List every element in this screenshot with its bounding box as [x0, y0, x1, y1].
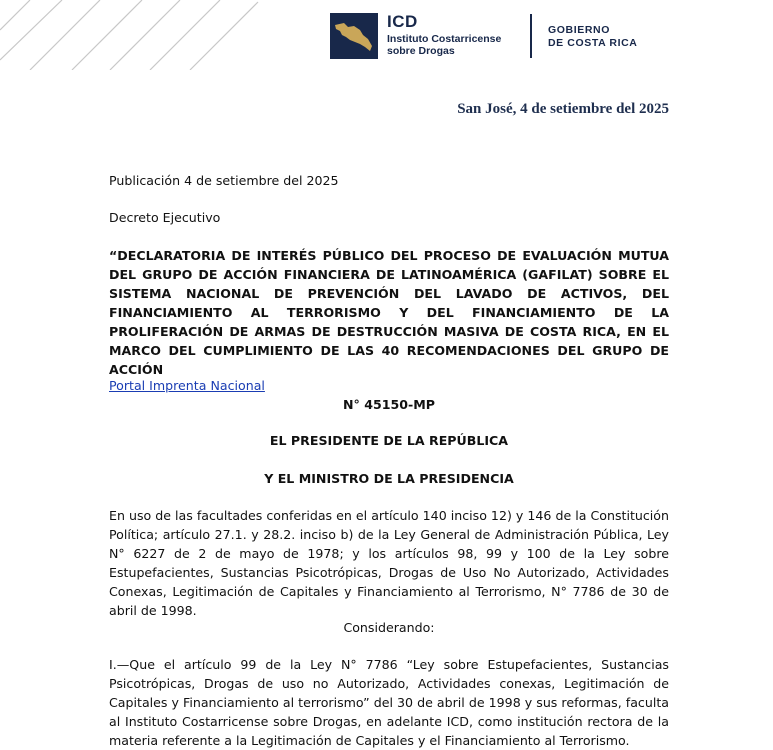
government-label [548, 24, 668, 50]
logo-title: ICD [387, 12, 418, 31]
icd-logo [330, 13, 378, 59]
corner-line-decoration [0, 0, 260, 70]
logo-subtitle-line2: sobre Drogas [387, 44, 455, 57]
gov-line2: DE COSTA RICA [548, 37, 638, 49]
logo-subtitle-line1: Instituto Costarricense [387, 33, 502, 45]
president-heading: EL PRESIDENTE DE LA REPÚBLICA [269, 433, 509, 448]
decree-title: “DECLARATORIA DE INTERÉS PÚBLICO DEL PROCESO DE EVALUACIÓN MUTUA DEL GRUPO DE ACCIÓN FINANCIERA DE LATINOAMÉRICA (GAFILAT) SOBRE EL SISTEMA NACIONAL DE PREVENCIÓN DEL LAVADO DE ACTIVOS, DEL FINANCIAMIENTO AL TERRORISMO Y DEL FINANCIAMIENTO DE LA PROLIFERACIÓN DE ARMAS DE DESTRUCCIÓN MASIVA DE COSTA RICA, EN EL MARCO DEL CUMPLIMIENTO DE LAS 40 RECOMENDACIONES DEL GRUPO DE ACCIÓN [109, 248, 669, 377]
document-type: Decreto Ejecutivo [109, 210, 221, 225]
preamble-paragraph: En uso de las facultades conferidas en el artículo 140 inciso 12) y 146 de la Constitución Política; artículo 27.1. y 28.2. inciso b) de la Ley General de Administración Pública, Ley N° 6227 de 2 de mayo de 1978; y los artículos 98, 99 y 100 de la Ley sobre Estupefacientes, Sustancias Psicotrópicas, Drogas de Uso No Autorizado, Actividades Conexas, Legitimación de Capitales y Financiamiento al Terrorismo, N° 7786 de 30 de abril de 1998. [109, 508, 669, 618]
costa-rica-map-icon [330, 13, 378, 59]
decree-number: N° 45150-MP [342, 397, 436, 412]
publication-date: Publicación 4 de setiembre del 2025 [109, 173, 339, 188]
date-line: San José, 4 de setiembre del 2025 [457, 101, 669, 117]
portal-link-line [109, 376, 669, 395]
gov-line1: GOBIERNO [548, 24, 610, 36]
portal-imprenta-link[interactable]: Portal Imprenta Nacional [109, 378, 265, 393]
considerando-paragraph-1: I.—Que el artículo 99 de la Ley N° 7786 “Ley sobre Estupefacientes, Sustancias Psicotrópicas, Drogas de uso no Autorizado, Actividades conexas, Legitimación de Capitales y Financiamiento al terrorismo” del 30 de abril de 1998 y sus reformas, faculta al Instituto Costarricense sobre Drogas, en adelante ICD, como institución rectora de la materia referente a la Legitimación de Capitales y el Financiamiento al Terrorismo. [109, 657, 669, 748]
logo-subtitle [387, 34, 537, 57]
header-divider [530, 14, 532, 58]
considerando-heading: Considerando: [343, 620, 435, 635]
minister-heading: Y EL MINISTRO DE LA PRESIDENCIA [264, 471, 514, 486]
